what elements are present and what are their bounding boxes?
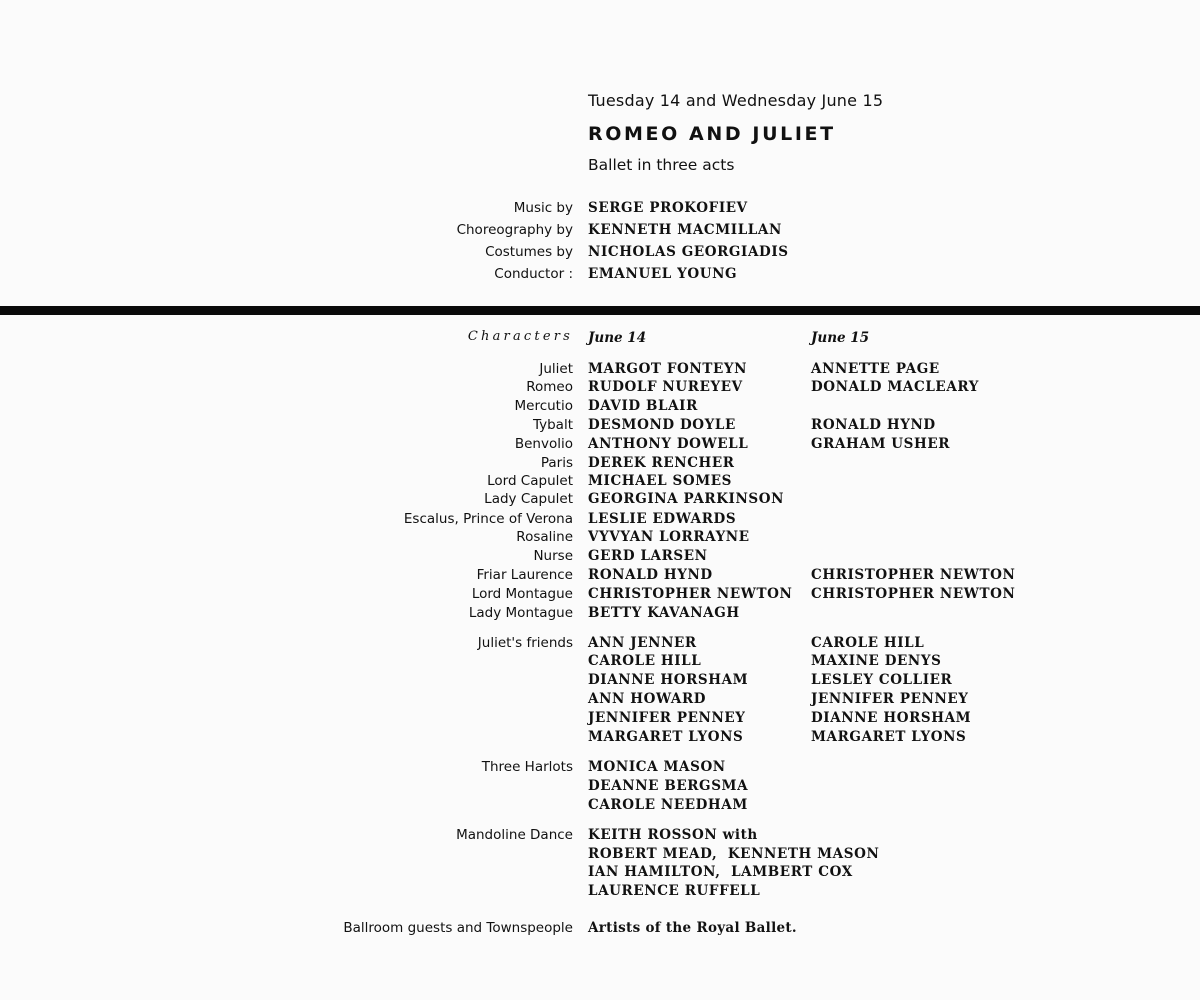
role-name: Paris — [540, 455, 573, 471]
dancer-june-15: MAXINE DENYS — [811, 653, 942, 669]
dancer-line: IAN HAMILTON, LAMBERT COX — [588, 864, 853, 880]
role-name: Lady Montague — [468, 605, 573, 621]
dancer-june-14: ANN JENNER — [588, 635, 697, 651]
role-name: Three Harlots — [481, 759, 573, 775]
cast-row — [0, 397, 1200, 416]
dancer-name: CAROLE NEEDHAM — [588, 797, 748, 813]
dancer-june-14: DEREK RENCHER — [588, 455, 735, 471]
performance-dates: Tuesday 14 and Wednesday June 15 — [588, 91, 884, 110]
dancer-june-14: RUDOLF NUREYEV — [588, 379, 743, 395]
cast-row — [0, 528, 1200, 547]
dancer-june-14: MARGOT FONTEYN — [588, 361, 748, 377]
dancer-june-14: CAROLE HILL — [588, 653, 702, 669]
credit-name: SERGE PROKOFIEV — [588, 200, 748, 216]
ballet-title: ROMEO AND JULIET — [588, 123, 836, 145]
friends-row — [0, 652, 1200, 671]
cast-row — [0, 416, 1200, 435]
dancer-june-15: DIANNE HORSHAM — [811, 710, 972, 726]
role-name: Rosaline — [516, 529, 573, 545]
credit-name: NICHOLAS GEORGIADIS — [588, 244, 789, 260]
credit-row — [0, 243, 1200, 262]
dancer-june-14: CHRISTOPHER NEWTON — [588, 586, 793, 602]
credit-row — [0, 265, 1200, 284]
role-name: Mandoline Dance — [456, 827, 573, 843]
dancer-june-14: LESLIE EDWARDS — [588, 511, 737, 527]
dancer-june-14: ANN HOWARD — [588, 691, 707, 707]
credit-name: EMANUEL YOUNG — [588, 266, 738, 282]
dancer-june-15: CHRISTOPHER NEWTON — [811, 586, 1016, 602]
dancer-line: LAURENCE RUFFELL — [588, 883, 761, 899]
dancer-name: MONICA MASON — [588, 759, 726, 775]
dancer-june-14: ANTHONY DOWELL — [588, 436, 749, 452]
friends-row — [0, 671, 1200, 690]
harlots-row — [0, 758, 1200, 777]
dancer-june-15: CHRISTOPHER NEWTON — [811, 567, 1016, 583]
ballroom-row — [0, 919, 1200, 938]
dancer-june-14: DESMOND DOYLE — [588, 417, 736, 433]
role-name: Benvolio — [514, 436, 573, 452]
characters-heading: Characters — [467, 329, 573, 344]
credit-name: KENNETH MACMILLAN — [588, 222, 782, 238]
date-heading-june-14: June 14 — [588, 330, 647, 346]
friends-row — [0, 690, 1200, 709]
credit-label: Conductor : — [494, 266, 573, 282]
dancer-june-14: DIANNE HORSHAM — [588, 672, 749, 688]
mandoline-row — [0, 826, 1200, 845]
company-name: Artists of the Royal Ballet. — [588, 920, 797, 936]
ballet-subtitle: Ballet in three acts — [588, 156, 735, 174]
role-name: Juliet's friends — [477, 635, 573, 651]
dancer-june-14: DAVID BLAIR — [588, 398, 698, 414]
dancer-june-14: GEORGINA PARKINSON — [588, 491, 785, 507]
dancer-june-15: GRAHAM USHER — [811, 436, 951, 452]
cast-row — [0, 585, 1200, 604]
role-name: Tybalt — [532, 417, 573, 433]
date-heading-june-15: June 15 — [811, 330, 870, 346]
cast-row — [0, 378, 1200, 397]
dancer-june-15: ANNETTE PAGE — [811, 361, 940, 377]
cast-row — [0, 454, 1200, 473]
role-name: Romeo — [526, 379, 573, 395]
dancer-june-14: BETTY KAVANAGH — [588, 605, 740, 621]
role-name: Nurse — [533, 548, 573, 564]
dancer-name: DEANNE BERGSMA — [588, 778, 749, 794]
dancer-june-14: GERD LARSEN — [588, 548, 708, 564]
credit-label: Music by — [513, 200, 573, 216]
friends-row — [0, 709, 1200, 728]
cast-row — [0, 547, 1200, 566]
dancer-line: ROBERT MEAD, KENNETH MASON — [588, 846, 880, 862]
cast-row — [0, 490, 1200, 509]
dancer-june-15: LESLEY COLLIER — [811, 672, 953, 688]
dancer-june-14: JENNIFER PENNEY — [588, 710, 746, 726]
role-name: Lady Capulet — [484, 491, 573, 507]
credit-label: Choreography by — [456, 222, 573, 238]
cast-row — [0, 435, 1200, 454]
cast-row — [0, 510, 1200, 529]
dancer-june-14: MARGARET LYONS — [588, 729, 744, 745]
role-name: Lord Montague — [471, 586, 573, 602]
cast-row — [0, 360, 1200, 379]
role-name: Friar Laurence — [476, 567, 573, 583]
credit-row — [0, 199, 1200, 218]
mandoline-row — [0, 863, 1200, 882]
dancer-june-14: VYVYAN LORRAYNE — [588, 529, 750, 545]
dancer-june-15: RONALD HYND — [811, 417, 936, 433]
divider-rule — [0, 306, 1200, 315]
friends-row — [0, 728, 1200, 747]
role-name: Escalus, Prince of Verona — [403, 511, 573, 527]
dancer-june-15: DONALD MACLEARY — [811, 379, 980, 395]
cast-row — [0, 566, 1200, 585]
dancer-line: KEITH ROSSON with — [588, 827, 758, 843]
mandoline-row — [0, 882, 1200, 901]
dancer-june-14: MICHAEL SOMES — [588, 473, 733, 489]
credit-row — [0, 221, 1200, 240]
dancer-june-15: CAROLE HILL — [811, 635, 925, 651]
harlots-row — [0, 777, 1200, 796]
friends-row — [0, 634, 1200, 653]
harlots-row — [0, 796, 1200, 815]
role-name: Lord Capulet — [487, 473, 573, 489]
dancer-june-15: JENNIFER PENNEY — [811, 691, 969, 707]
role-name: Juliet — [539, 361, 573, 377]
role-name: Ballroom guests and Townspeople — [343, 920, 573, 936]
role-name: Mercutio — [514, 398, 573, 414]
dancer-june-15: MARGARET LYONS — [811, 729, 967, 745]
credit-label: Costumes by — [485, 244, 573, 260]
cast-row — [0, 472, 1200, 491]
dancer-june-14: RONALD HYND — [588, 567, 713, 583]
mandoline-row — [0, 845, 1200, 864]
cast-row — [0, 604, 1200, 623]
